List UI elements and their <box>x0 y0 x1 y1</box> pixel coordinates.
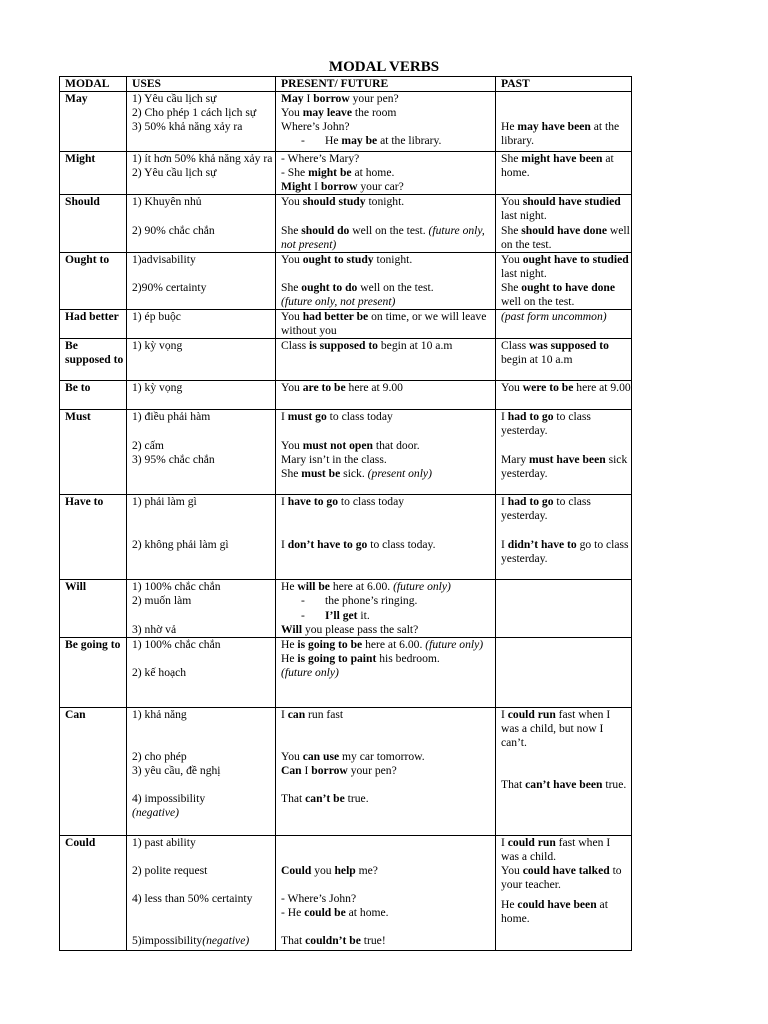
modal-cell: Be going to <box>60 637 127 707</box>
modal-cell: Have to <box>60 495 127 580</box>
uses-cell: 1) 100% chắc chắn 2) kế hoạch <box>127 637 276 707</box>
past-cell: I could run fast when I was a child. You could have talked to your teacher. He could have been at home. <box>496 835 632 950</box>
uses-cell: 1) phải làm gì 2) không phải làm gì <box>127 495 276 580</box>
uses-cell: 1) ít hơn 50% khả năng xảy ra 2) Yêu cầu lịch sự <box>127 152 276 195</box>
present-cell: May I borrow your pen? You may leave the room Where’s John? - He may be at the library. <box>276 92 496 152</box>
modal-cell: Might <box>60 152 127 195</box>
past-cell <box>496 580 632 637</box>
present-cell: You should study tonight. She should do well on the test. (future only, not present) <box>276 195 496 252</box>
uses-cell: 1) ép buộc <box>127 310 276 339</box>
past-cell: He may have been at the library. <box>496 92 632 152</box>
modal-verbs-table <box>59 76 632 951</box>
uses-cell: 1) Yêu cầu lịch sự 2) Cho phép 1 cách lịch sự 3) 50% khả năng xảy ra <box>127 92 276 152</box>
uses-cell: 1) kỳ vọng <box>127 339 276 381</box>
modal-cell: Could <box>60 835 127 950</box>
modal-cell: Had better <box>60 310 127 339</box>
past-cell: I had to go to class yesterday. Mary must have been sick yesterday. <box>496 410 632 495</box>
table-row <box>60 92 632 152</box>
modal-cell: Can <box>60 707 127 835</box>
table-row <box>60 195 632 252</box>
past-cell: I had to go to class yesterday. I didn’t have to go to class yesterday. <box>496 495 632 580</box>
table-row <box>60 835 632 950</box>
table-header-row <box>60 77 632 92</box>
uses-cell: 1) past ability 2) polite request 4) less than 50% certainty 5)impossibility(negative) <box>127 835 276 950</box>
header-present: PRESENT/ FUTURE <box>276 77 496 92</box>
table-row <box>60 339 632 381</box>
header-modal: MODAL <box>60 77 127 92</box>
table-row <box>60 707 632 835</box>
modal-cell: Must <box>60 410 127 495</box>
uses-cell: 1) Khuyên nhủ 2) 90% chắc chắn <box>127 195 276 252</box>
present-cell: You had better be on time, or we will leave without you <box>276 310 496 339</box>
header-uses: USES <box>127 77 276 92</box>
table-row <box>60 152 632 195</box>
table-row <box>60 310 632 339</box>
present-cell: Class is supposed to begin at 10 a.m <box>276 339 496 381</box>
table-row <box>60 637 632 707</box>
present-cell: Could you help me? - Where’s John? - He could be at home. That couldn’t be true! <box>276 835 496 950</box>
present-cell: I must go to class today You must not open that door. Mary isn’t in the class. She must be sick. (present only) <box>276 410 496 495</box>
table-row <box>60 252 632 309</box>
present-cell: I have to go to class today I don’t have to go to class today. <box>276 495 496 580</box>
uses-cell: 1)advisability 2)90% certainty <box>127 252 276 309</box>
past-cell: I could run fast when I was a child, but now I can’t. That can’t have been true. <box>496 707 632 835</box>
uses-cell: 1) 100% chắc chắn 2) muốn làm 3) nhờ vả <box>127 580 276 637</box>
present-cell: I can run fast You can use my car tomorrow. Can I borrow your pen? That can’t be true. <box>276 707 496 835</box>
uses-cell: 1) khả năng 2) cho phép 3) yêu cầu, đề nghị 4) impossibility (negative) <box>127 707 276 835</box>
modal-cell: Should <box>60 195 127 252</box>
modal-cell: Will <box>60 580 127 637</box>
present-cell: - Where’s Mary? - She might be at home. Might I borrow your car? <box>276 152 496 195</box>
past-cell <box>496 637 632 707</box>
uses-cell: 1) kỳ vọng <box>127 381 276 410</box>
modal-cell: May <box>60 92 127 152</box>
past-cell: You should have studied last night. She should have done well on the test. <box>496 195 632 252</box>
past-cell: You were to be here at 9.00 <box>496 381 632 410</box>
modal-cell: Be supposed to <box>60 339 127 381</box>
present-cell: You are to be here at 9.00 <box>276 381 496 410</box>
modal-cell: Be to <box>60 381 127 410</box>
table-row <box>60 580 632 637</box>
header-past: PAST <box>496 77 632 92</box>
table-row <box>60 410 632 495</box>
past-cell: You ought have to studied last night. She ought to have done well on the test. <box>496 252 632 309</box>
past-cell: She might have been at home. <box>496 152 632 195</box>
past-cell: Class was supposed to begin at 10 a.m <box>496 339 632 381</box>
table-row <box>60 495 632 580</box>
present-cell: He will be here at 6.00. (future only) - the phone’s ringing. - I’ll get it. Will you please pass the salt? <box>276 580 496 637</box>
page-title: MODAL VERBS <box>328 59 440 75</box>
present-cell: You ought to study tonight. She ought to do well on the test. (future only, not present) <box>276 252 496 309</box>
present-cell: He is going to be here at 6.00. (future only) He is going to paint his bedroom. (future only) <box>276 637 496 707</box>
past-cell: (past form uncommon) <box>496 310 632 339</box>
table-row <box>60 381 632 410</box>
modal-cell: Ought to <box>60 252 127 309</box>
uses-cell: 1) điều phải hàm 2) cấm 3) 95% chắc chắn <box>127 410 276 495</box>
